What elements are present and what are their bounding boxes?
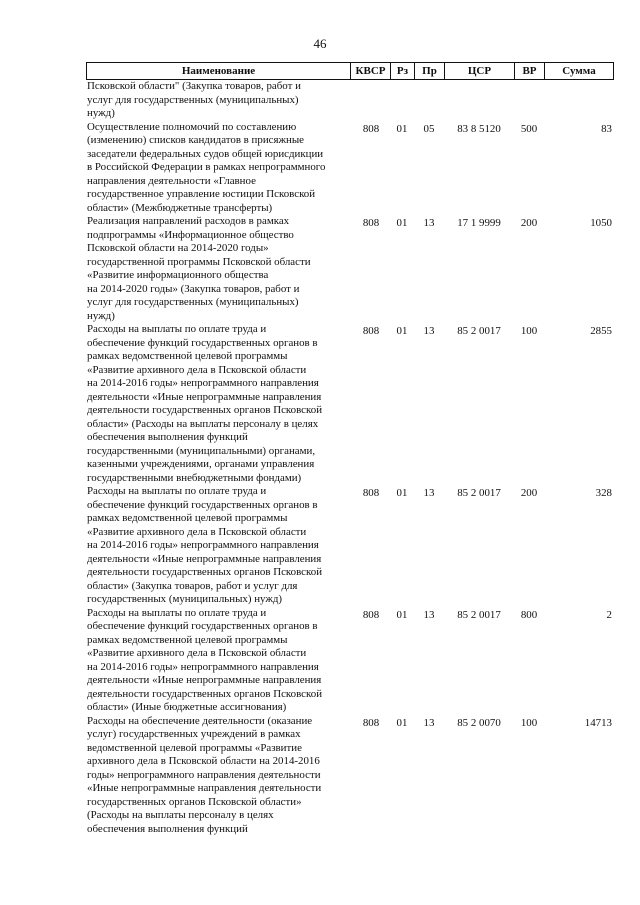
row-kvsr xyxy=(350,80,390,82)
row-rz: 01 xyxy=(396,325,408,337)
row-name: Расходы на выплаты по оплате труда и обеспечение функций государственных органов в рамках ведомственной целевой программы «Развитие архивного дела в Псковской области на 2014-2016 годы» непрограммного направления деятельности «Иные непрограммные направления деятельности государственных органов Псковской области» (Закупка товаров, работ и услуг для государственных (муниципальных) нужд) xyxy=(87,485,323,605)
row-csr: 17 1 9999 xyxy=(457,217,501,229)
header-csr: ЦСР xyxy=(444,63,514,79)
row-vr: 100 xyxy=(520,716,538,729)
page-number: 46 xyxy=(313,36,327,51)
row-vr: 100 xyxy=(520,325,538,337)
table-row xyxy=(86,607,614,715)
row-kvsr: 808 xyxy=(362,325,380,337)
budget-table xyxy=(86,62,614,836)
row-csr: 83 8 5120 xyxy=(457,122,501,135)
table-header xyxy=(86,62,614,80)
header-sum: Сумма xyxy=(544,63,614,79)
row-sum xyxy=(544,80,614,82)
row-pr xyxy=(414,80,444,82)
header-kvsr: КВСР xyxy=(350,63,390,79)
row-name: Реализация направлений расходов в рамках подпрограммы «Информационное общество Псковской области на 2014-2020 годы» государственной программы Псковской области «Развитие информационного общества на 2014-2020 годы» (Закупка товаров, работ и услуг для государственных (муниципальных) нужд) xyxy=(87,215,311,322)
header-vr: ВР xyxy=(514,63,544,79)
row-name: Расходы на выплаты по оплате труда и обеспечение функций государственных органов в рамках ведомственной целевой программы «Развитие архивного дела в Псковской области на 2014-2016 годы» непрограммного направления деятельности «Иные непрограммные направления деятельности государственных органов Псковской области» (Иные бюджетные ассигнования) xyxy=(87,606,323,713)
row-sum: 83 xyxy=(601,122,612,135)
row-rz: 01 xyxy=(396,608,408,621)
row-rz: 01 xyxy=(396,122,408,135)
row-kvsr: 808 xyxy=(362,487,380,499)
row-name: Расходы на обеспечение деятельности (оказание услуг) государственных учреждений в рамках ведомственной целевой программы «Развитие архивного дела в Псковской области на 2014-2016 годы» непрограммного направления деятельности «Иные непрограммные направления деятельности государственных органов Псковской области» (Расходы на выплаты персоналу в целях обеспечения выполнения функций xyxy=(87,714,322,835)
table-row xyxy=(86,215,614,323)
row-rz xyxy=(390,80,414,82)
row-vr xyxy=(514,80,544,82)
row-pr: 13 xyxy=(423,608,435,621)
table-row xyxy=(86,121,614,216)
row-sum: 328 xyxy=(595,487,612,499)
row-kvsr: 808 xyxy=(362,716,380,729)
row-kvsr: 808 xyxy=(362,608,380,621)
row-name: Псковской области" (Закупка товаров, работ и услуг для государственных (муниципальных) нужд) xyxy=(87,80,301,119)
header-pr: Пр xyxy=(414,63,444,79)
row-rz: 01 xyxy=(396,217,408,229)
row-rz: 01 xyxy=(396,716,408,729)
row-sum: 1050 xyxy=(590,217,612,229)
row-pr: 13 xyxy=(423,716,435,729)
table-row xyxy=(86,80,614,121)
table-row xyxy=(86,323,614,485)
row-csr: 85 2 0070 xyxy=(457,716,501,729)
row-rz: 01 xyxy=(396,487,408,499)
row-csr: 85 2 0017 xyxy=(457,608,501,621)
row-sum: 2 xyxy=(606,608,612,621)
table-row xyxy=(86,715,614,837)
row-pr: 13 xyxy=(423,217,435,229)
row-pr: 13 xyxy=(423,325,435,337)
row-kvsr: 808 xyxy=(362,122,380,135)
row-vr: 500 xyxy=(520,122,538,135)
row-vr: 200 xyxy=(520,217,538,229)
row-vr: 800 xyxy=(520,608,538,621)
row-csr: 85 2 0017 xyxy=(457,325,501,337)
table-body xyxy=(86,80,614,836)
table-row xyxy=(86,485,614,607)
row-vr: 200 xyxy=(520,487,538,499)
row-pr: 05 xyxy=(423,122,435,135)
row-pr: 13 xyxy=(423,487,435,499)
row-sum: 2855 xyxy=(590,325,612,337)
row-name: Расходы на выплаты по оплате труда и обеспечение функций государственных органов в рамках ведомственной целевой программы «Развитие архивного дела в Псковской области на 2014-2016 годы» непрограммного направления деятельности «Иные непрограммные направления деятельности государственных органов Псковской области» (Расходы на выплаты персоналу в целях обеспечения выполнения функций государственными (муниципальными) органами, казенными учреждениями, органами управления государственными внебюджетными фондами) xyxy=(87,323,323,484)
row-sum: 14713 xyxy=(584,716,612,729)
row-name: Осуществление полномочий по составлению (изменению) списков кандидатов в присяжные заседатели федеральных судов общей юрисдикции в Российской Федерации в рамках непрограммного направления деятельности «Главное государственное управление юстиции Псковской области» (Межбюджетные трансферты) xyxy=(87,120,326,214)
row-csr xyxy=(444,80,514,82)
header-name: Наименование xyxy=(86,63,350,79)
row-kvsr: 808 xyxy=(362,217,380,229)
row-csr: 85 2 0017 xyxy=(457,487,501,499)
header-rz: Рз xyxy=(390,63,414,79)
